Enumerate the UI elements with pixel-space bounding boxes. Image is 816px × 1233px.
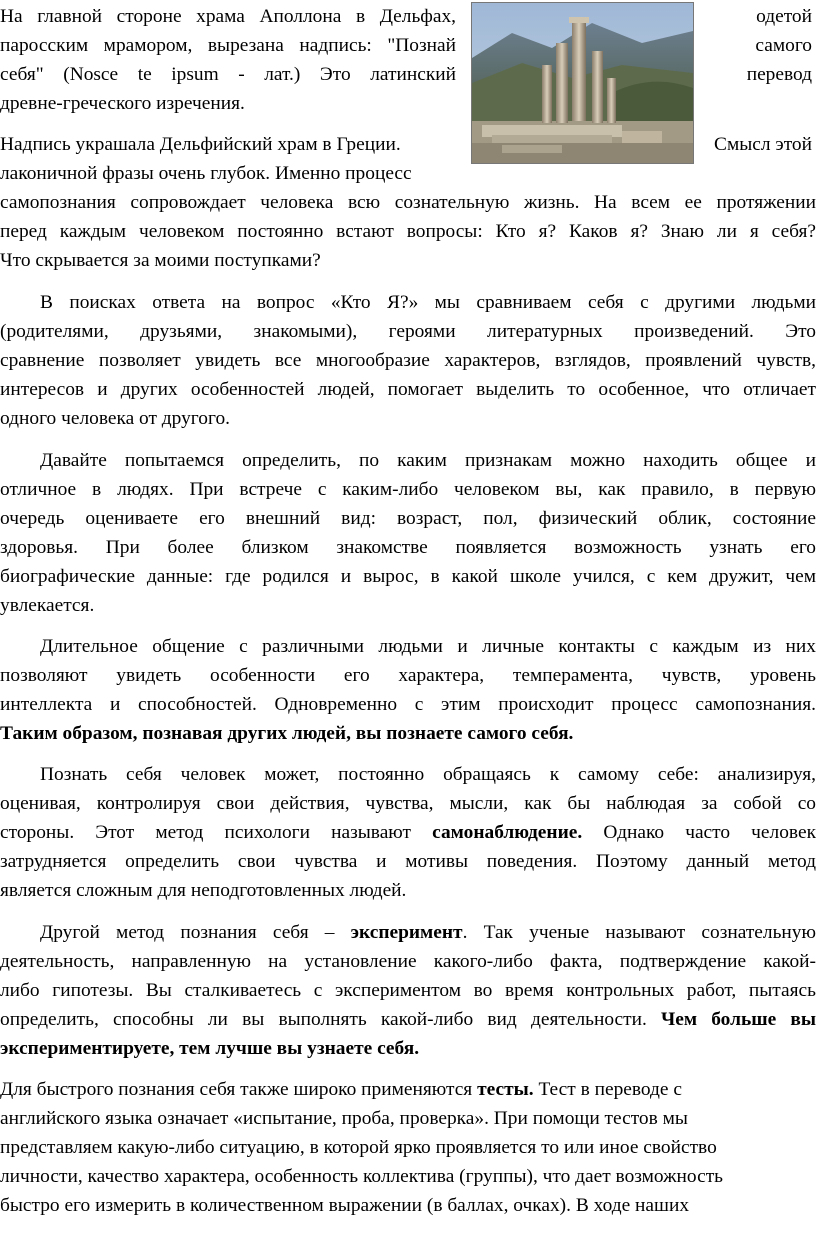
text-fragment: одетой <box>756 6 812 27</box>
text-line: сравнение позволяет увидеть все многообразие характеров, взглядов, проявлений чувств, <box>0 350 816 371</box>
text-line <box>0 31 816 60</box>
paragraph-4 <box>0 632 816 748</box>
text-line: биографические данные: где родился и вырос, в какой школе учился, с кем дружит, чем <box>0 566 816 587</box>
text-line: отличное в людях. При встрече с каким-либо человеком вы, как правило, в первую <box>0 479 816 500</box>
text-line: Познать себя человек может, постоянно обращаясь к самому себе: анализируя, <box>40 764 816 785</box>
text-fragment: Надпись украшала Дельфийский храм в Греции. <box>0 134 401 155</box>
text-line: (родителями, друзьями, знакомыми), героями литературных произведений. Это <box>0 321 816 342</box>
text-line <box>0 89 816 118</box>
text-line: перед каждым человеком постоянно встают вопросы: Кто я? Каков я? Знаю ли я себя? <box>0 221 816 242</box>
term-tests: тесты. <box>477 1079 534 1100</box>
text-line: личности, качество характера, особенность коллектива (группы), что дает возможность <box>0 1166 724 1187</box>
text-fragment: лаконичной фразы очень глубок. Именно процесс <box>0 163 412 184</box>
text-fragment: паросским мрамором, вырезана надпись: "Познай <box>0 35 456 56</box>
text-line: оценивая, контролируя свои действия, чувства, мысли, как бы наблюдая за собой со <box>0 793 816 814</box>
text-line <box>0 1005 816 1034</box>
text-line <box>0 159 816 188</box>
text-line: деятельность, направленную на установление какого-либо факта, подтверждение какой- <box>0 951 816 972</box>
bold-fragment: Чем больше вы <box>661 1009 816 1030</box>
term-self-observation: самонаблюдение. <box>432 822 583 843</box>
text-line: очередь оцениваете его внешний вид: возраст, пол, физический облик, состояние <box>0 508 816 529</box>
text-line: интересов и других особенностей людей, помогает выделить то особенное, что отличает <box>0 379 816 400</box>
text-line: является сложным для неподготовленных людей. <box>0 880 407 901</box>
text-line: Что скрывается за моими поступками? <box>0 250 321 271</box>
text-line: затрудняется определить свои чувства и мотивы поведения. Поэтому данный метод <box>0 851 816 872</box>
text-fragment: Другой метод познания себя – <box>40 922 335 943</box>
text-line: либо гипотезы. Вы сталкиваетесь с экспериментом во время контрольных работ, пытаясь <box>0 980 816 1001</box>
text-fragment: определить, способны ли вы выполнять какой-либо вид деятельности. <box>0 1009 647 1030</box>
text-line: увлекается. <box>0 595 95 616</box>
text-line: Длительное общение с различными людьми и личные контакты с каждым из них <box>40 636 816 657</box>
paragraph-2 <box>0 288 816 433</box>
paragraph-5 <box>0 760 816 905</box>
text-fragment: Однако часто человек <box>603 822 816 843</box>
text-line <box>0 60 816 89</box>
text-fragment: перевод <box>746 64 812 85</box>
paragraph-6 <box>0 918 816 1063</box>
text-line <box>0 818 816 847</box>
text-fragment: себя" (Nosce te ipsum - лат.) Это латинский <box>0 64 456 85</box>
text-line-bold <box>0 1034 816 1063</box>
text-line: позволяют увидеть особенности его характера, темперамента, чувств, уровень <box>0 665 816 686</box>
text-fragment: Для быстрого познания себя также широко применяются <box>0 1079 473 1100</box>
text-fragment: самого <box>755 35 812 56</box>
text-line: одного человека от другого. <box>0 408 230 429</box>
text-line <box>0 918 816 947</box>
paragraph-3 <box>0 446 816 620</box>
text-line: быстро его измерить в количественном выражении (в баллах, очках). В ходе наших <box>0 1195 690 1216</box>
text-line-bold <box>0 719 816 748</box>
text-line: интеллекта и способностей. Одновременно с этим происходит процесс самопознания. <box>0 694 816 715</box>
text-line <box>0 130 816 159</box>
text-fragment: На главной стороне храма Аполлона в Дельфах, <box>0 6 456 27</box>
text-line: представляем какую-либо ситуацию, в которой ярко проявляется то или иное свойство <box>0 1137 717 1158</box>
text-fragment: Смысл этой <box>714 134 812 155</box>
term-experiment: эксперимент <box>350 922 463 943</box>
text-line: английского языка означает «испытание, проба, проверка». При помощи тестов мы <box>0 1108 688 1129</box>
paragraph-1-continuation <box>0 188 816 275</box>
text-fragment: Тест в переводе с <box>538 1079 682 1100</box>
text-fragment: древне-греческого изречения. <box>0 93 245 114</box>
text-fragment: стороны. Этот метод психологи называют <box>0 822 412 843</box>
text-fragment: . Так ученые называют сознательную <box>462 922 816 943</box>
text-line <box>0 2 816 31</box>
text-line: здоровья. При более близком знакомстве появляется возможность узнать его <box>0 537 816 558</box>
text-line <box>0 1075 816 1104</box>
paragraph-7 <box>0 1075 816 1220</box>
bold-conclusion: Таким образом, познавая других людей, вы познаете самого себя. <box>0 723 574 744</box>
bold-fragment: экспериментируете, тем лучше вы узнаете себя. <box>0 1038 420 1059</box>
text-line: самопознания сопровождает человека всю сознательную жизнь. На всем ее протяжении <box>0 192 816 213</box>
text-line: В поисках ответа на вопрос «Кто Я?» мы сравниваем себя с другими людьми <box>40 292 816 313</box>
text-line: Давайте попытаемся определить, по каким признакам можно находить общее и <box>40 450 816 471</box>
